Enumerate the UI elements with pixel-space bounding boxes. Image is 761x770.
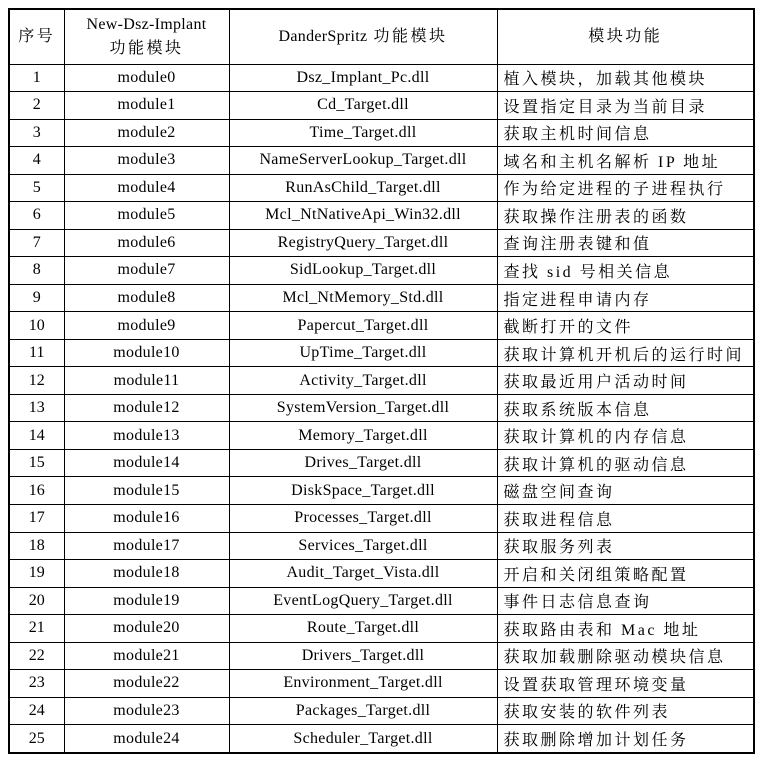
new-dsz-module-cell: module9 (64, 312, 229, 340)
serial-number-cell: 4 (9, 147, 64, 175)
serial-number-cell: 9 (9, 284, 64, 312)
danderspritz-module-cell: Services_Target.dll (229, 532, 497, 560)
table-row (9, 284, 754, 312)
serial-number-cell: 15 (9, 449, 64, 477)
module-function-cell: 获取路由表和 Mac 地址 (497, 615, 754, 643)
serial-number-cell: 22 (9, 642, 64, 670)
table-row (9, 64, 754, 92)
danderspritz-module-cell: SidLookup_Target.dll (229, 257, 497, 285)
new-dsz-module-cell: module11 (64, 367, 229, 395)
new-dsz-module-cell: module5 (64, 202, 229, 230)
table-row (9, 422, 754, 450)
table-row (9, 367, 754, 395)
module-function-cell: 获取删除增加计划任务 (497, 725, 754, 753)
danderspritz-module-cell: Environment_Target.dll (229, 670, 497, 698)
serial-number-cell: 12 (9, 367, 64, 395)
module-function-cell: 获取主机时间信息 (497, 119, 754, 147)
serial-number-cell: 10 (9, 312, 64, 340)
serial-number-cell: 7 (9, 229, 64, 257)
header-col-serial-number (9, 9, 64, 64)
table-row (9, 477, 754, 505)
serial-number-cell: 8 (9, 257, 64, 285)
table-row (9, 532, 754, 560)
serial-number-cell: 21 (9, 615, 64, 643)
header-new-dsz-line2: 功能模块 (109, 39, 184, 57)
header-danderspritz-latin: DanderSpritz (278, 27, 368, 45)
serial-number-cell: 18 (9, 532, 64, 560)
module-function-cell: 获取系统版本信息 (497, 394, 754, 422)
module-mapping-table (8, 8, 755, 754)
table-row (9, 174, 754, 202)
module-function-cell: 获取最近用户活动时间 (497, 367, 754, 395)
table-row (9, 505, 754, 533)
danderspritz-module-cell: Activity_Target.dll (229, 367, 497, 395)
table-row (9, 147, 754, 175)
danderspritz-module-cell: Mcl_NtNativeApi_Win32.dll (229, 202, 497, 230)
module-function-cell: 作为给定进程的子进程执行 (497, 174, 754, 202)
serial-number-cell: 14 (9, 422, 64, 450)
new-dsz-module-cell: module0 (64, 64, 229, 92)
new-dsz-module-cell: module2 (64, 119, 229, 147)
danderspritz-module-cell: Dsz_Implant_Pc.dll (229, 64, 497, 92)
module-function-cell: 获取计算机的内存信息 (497, 422, 754, 450)
new-dsz-module-cell: module12 (64, 394, 229, 422)
new-dsz-module-cell: module17 (64, 532, 229, 560)
header-danderspritz-cjk: 功能模块 (373, 27, 448, 45)
serial-number-cell: 19 (9, 560, 64, 588)
danderspritz-module-cell: DiskSpace_Target.dll (229, 477, 497, 505)
danderspritz-module-cell: Packages_Target.dll (229, 697, 497, 725)
table-row (9, 560, 754, 588)
header-serial-label: 序号 (18, 27, 56, 45)
danderspritz-module-cell: Papercut_Target.dll (229, 312, 497, 340)
new-dsz-module-cell: module22 (64, 670, 229, 698)
module-function-cell: 指定进程申请内存 (497, 284, 754, 312)
new-dsz-module-cell: module7 (64, 257, 229, 285)
table-body (9, 64, 754, 753)
new-dsz-module-cell: module8 (64, 284, 229, 312)
header-function-label: 模块功能 (588, 27, 663, 45)
new-dsz-module-cell: module16 (64, 505, 229, 533)
serial-number-cell: 2 (9, 92, 64, 120)
module-function-cell: 获取安装的软件列表 (497, 697, 754, 725)
serial-number-cell: 11 (9, 339, 64, 367)
table-row (9, 202, 754, 230)
module-function-cell: 获取进程信息 (497, 505, 754, 533)
module-function-cell: 获取计算机的驱动信息 (497, 449, 754, 477)
module-function-cell: 事件日志信息查询 (497, 587, 754, 615)
table-row (9, 697, 754, 725)
serial-number-cell: 25 (9, 725, 64, 753)
danderspritz-module-cell: Mcl_NtMemory_Std.dll (229, 284, 497, 312)
module-function-cell: 获取操作注册表的函数 (497, 202, 754, 230)
table-row (9, 312, 754, 340)
header-new-dsz-line1: New-Dsz-Implant (86, 15, 207, 33)
serial-number-cell: 6 (9, 202, 64, 230)
table-row (9, 642, 754, 670)
new-dsz-module-cell: module24 (64, 725, 229, 753)
header-col-danderspritz (229, 9, 497, 64)
table-row (9, 725, 754, 753)
table-row (9, 449, 754, 477)
table-row (9, 229, 754, 257)
header-col-new-dsz-implant (64, 9, 229, 64)
module-function-cell: 截断打开的文件 (497, 312, 754, 340)
module-function-cell: 查找 sid 号相关信息 (497, 257, 754, 285)
danderspritz-module-cell: Drivers_Target.dll (229, 642, 497, 670)
danderspritz-module-cell: Drives_Target.dll (229, 449, 497, 477)
new-dsz-module-cell: module3 (64, 147, 229, 175)
table-row (9, 587, 754, 615)
new-dsz-module-cell: module18 (64, 560, 229, 588)
danderspritz-module-cell: UpTime_Target.dll (229, 339, 497, 367)
table-row (9, 257, 754, 285)
danderspritz-module-cell: Cd_Target.dll (229, 92, 497, 120)
module-function-cell: 植入模块，加载其他模块 (497, 64, 754, 92)
new-dsz-module-cell: module19 (64, 587, 229, 615)
header-col-module-function (497, 9, 754, 64)
new-dsz-module-cell: module1 (64, 92, 229, 120)
table-row (9, 339, 754, 367)
new-dsz-module-cell: module21 (64, 642, 229, 670)
danderspritz-module-cell: Time_Target.dll (229, 119, 497, 147)
table-row (9, 92, 754, 120)
new-dsz-module-cell: module20 (64, 615, 229, 643)
new-dsz-module-cell: module13 (64, 422, 229, 450)
danderspritz-module-cell: SystemVersion_Target.dll (229, 394, 497, 422)
serial-number-cell: 20 (9, 587, 64, 615)
danderspritz-module-cell: Route_Target.dll (229, 615, 497, 643)
module-function-cell: 开启和关闭组策略配置 (497, 560, 754, 588)
module-function-cell: 设置获取管理环境变量 (497, 670, 754, 698)
serial-number-cell: 17 (9, 505, 64, 533)
serial-number-cell: 13 (9, 394, 64, 422)
serial-number-cell: 16 (9, 477, 64, 505)
module-function-cell: 磁盘空间查询 (497, 477, 754, 505)
new-dsz-module-cell: module10 (64, 339, 229, 367)
danderspritz-module-cell: Memory_Target.dll (229, 422, 497, 450)
table-row (9, 615, 754, 643)
danderspritz-module-cell: EventLogQuery_Target.dll (229, 587, 497, 615)
danderspritz-module-cell: Processes_Target.dll (229, 505, 497, 533)
serial-number-cell: 5 (9, 174, 64, 202)
new-dsz-module-cell: module4 (64, 174, 229, 202)
module-function-cell: 获取计算机开机后的运行时间 (497, 339, 754, 367)
serial-number-cell: 1 (9, 64, 64, 92)
new-dsz-module-cell: module15 (64, 477, 229, 505)
table-row (9, 670, 754, 698)
module-function-cell: 查询注册表键和值 (497, 229, 754, 257)
header-row (9, 9, 754, 64)
danderspritz-module-cell: NameServerLookup_Target.dll (229, 147, 497, 175)
new-dsz-module-cell: module14 (64, 449, 229, 477)
table-header (9, 9, 754, 64)
danderspritz-module-cell: Audit_Target_Vista.dll (229, 560, 497, 588)
serial-number-cell: 24 (9, 697, 64, 725)
table-row (9, 394, 754, 422)
table-row (9, 119, 754, 147)
module-function-cell: 获取服务列表 (497, 532, 754, 560)
new-dsz-module-cell: module6 (64, 229, 229, 257)
module-function-cell: 设置指定目录为当前目录 (497, 92, 754, 120)
module-function-cell: 域名和主机名解析 IP 地址 (497, 147, 754, 175)
module-function-cell: 获取加载删除驱动模块信息 (497, 642, 754, 670)
danderspritz-module-cell: RegistryQuery_Target.dll (229, 229, 497, 257)
serial-number-cell: 23 (9, 670, 64, 698)
danderspritz-module-cell: Scheduler_Target.dll (229, 725, 497, 753)
serial-number-cell: 3 (9, 119, 64, 147)
new-dsz-module-cell: module23 (64, 697, 229, 725)
danderspritz-module-cell: RunAsChild_Target.dll (229, 174, 497, 202)
